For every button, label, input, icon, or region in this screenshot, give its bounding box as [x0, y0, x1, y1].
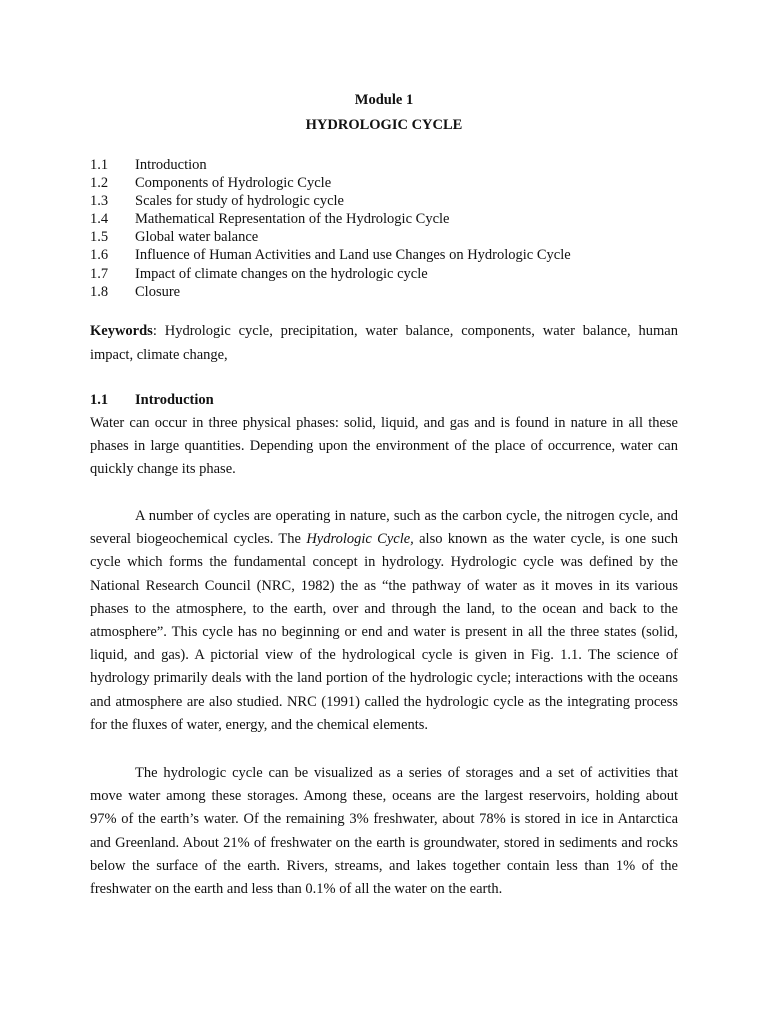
toc-label: Scales for study of hydrologic cycle [135, 193, 344, 210]
toc-label: Closure [135, 283, 181, 300]
toc-number: 1.4 [90, 211, 109, 228]
paragraph-cycles [90, 505, 678, 737]
italic-term: Hydrologic Cycle, [306, 531, 414, 548]
toc-item [90, 265, 690, 283]
toc-item [90, 228, 690, 246]
toc-item [90, 192, 690, 210]
toc-item [90, 246, 690, 264]
toc-number: 1.2 [90, 175, 109, 192]
module-title: Module 1 [354, 92, 414, 108]
toc-label: Introduction [135, 157, 207, 173]
toc-label: Influence of Human Activities and Land use Changes on Hydrologic Cycle [135, 247, 571, 264]
table-of-contents [90, 156, 690, 301]
paragraph-intro: Water can occur in three physical phases: solid, liquid, and gas and is found in nature in all these phases in large quantities. Depending upon the environment of the place of occurrence, water can quickly change its phase. [90, 415, 678, 478]
toc-item [90, 210, 690, 228]
toc-label: Mathematical Representation of the Hydrologic Cycle [135, 211, 450, 228]
paragraph-text: A number of cycles are operating in nature, such as the carbon cycle, the nitrogen cycle, and several biogeochemical cycles. The [90, 508, 678, 548]
toc-label: Global water balance [135, 229, 259, 246]
section-title: Introduction [135, 392, 214, 408]
toc-item [90, 283, 690, 301]
keywords-label: Keywords [90, 323, 153, 339]
toc-label: Components of Hydrologic Cycle [135, 175, 332, 192]
toc-number: 1.1 [90, 157, 109, 173]
paragraph-text: also known as the water cycle, is one such cycle which forms the fundamental concept in hydrology. Hydrologic cycle was defined by the National Research Council (NRC, 1982) the as “the pathway of water as it moves in its various phases to the atmosphere, to the earth, over and through the land, to the ocean and back to the atmosphere”. This cycle has no beginning or end and water is present in all the three states (solid, liquid, and gas). A pictorial view of the hydrological cycle is given in Fig. 1.1. The science of hydrology primarily deals with the land portion of the hydrologic cycle; interactions with the oceans and atmosphere are also studied. NRC (1991) called the hydrologic cycle as the integrating process for the fluxes of water, energy, and the chemical elements. [90, 531, 678, 733]
toc-number: 1.6 [90, 247, 109, 264]
toc-label: Impact of climate changes on the hydrologic cycle [135, 265, 428, 282]
toc-number: 1.5 [90, 229, 109, 246]
section-heading [90, 392, 214, 409]
toc-number: 1.7 [90, 265, 109, 282]
toc-number: 1.8 [90, 283, 109, 300]
toc-number: 1.3 [90, 193, 109, 210]
module-subtitle: HYDROLOGIC CYCLE [305, 117, 463, 133]
paragraph-storages: The hydrologic cycle can be visualized as a series of storages and a set of activities that move water among these storages. Among these, oceans are the largest reservoirs, holding about 97% of the earth’s water. Of the remaining 3% freshwater, about 78% is stored in ice in Antarctica and Greenland. About 21% of freshwater on the earth is groundwater, stored in sediments and rocks below the surface of the earth. Rivers, streams, and lakes together contain less than 1% of the freshwater on the earth and less than 0.1% of all the water on the earth. [90, 765, 678, 898]
keywords-text: : Hydrologic cycle, precipitation, water balance, components, water balance, human impact, climate change, [90, 323, 678, 363]
keywords-paragraph [90, 320, 678, 367]
section-number: 1.1 [90, 392, 109, 408]
toc-item [90, 174, 690, 192]
toc-item [90, 156, 690, 174]
